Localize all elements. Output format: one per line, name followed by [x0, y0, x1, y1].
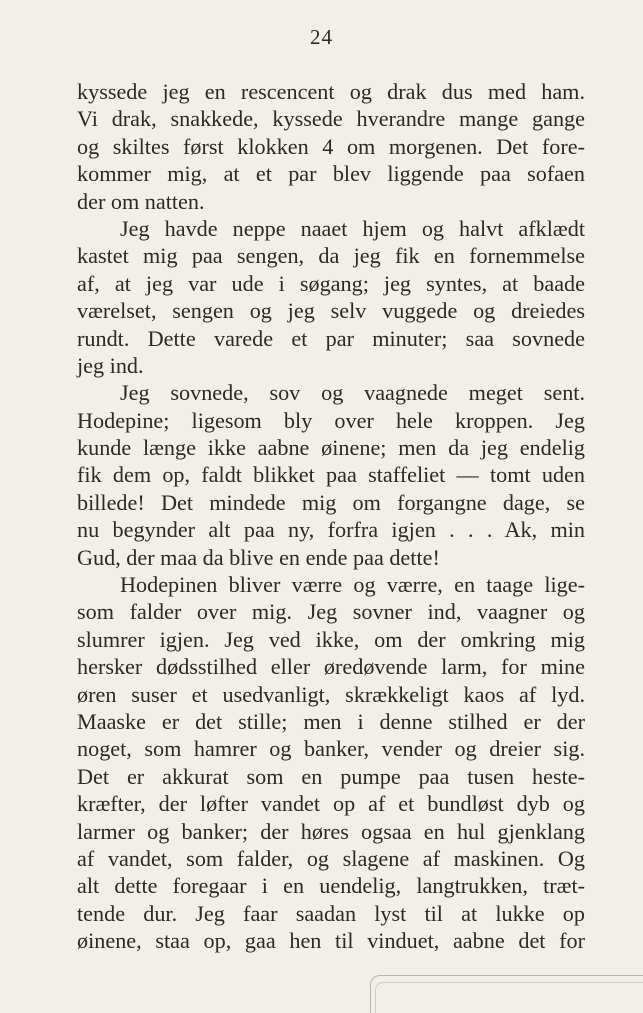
- text-line: kommer mig, at et par blev liggende paa sofaen: [77, 161, 585, 187]
- text-line: Hodepinen bliver værre og værre, en taage lige-: [120, 572, 585, 598]
- text-line: kræfter, der løfter vandet op af et bundløst dyb og: [77, 791, 585, 817]
- text-line: Vi drak, snakkede, kyssede hverandre mange gange: [77, 106, 585, 132]
- text-line: jeg ind.: [77, 352, 144, 378]
- text-line: kunde længe ikke aabne øinene; men da jeg endelig: [77, 435, 585, 461]
- text-line: der om natten.: [77, 188, 205, 214]
- body-text: [77, 78, 585, 955]
- text-line: rundt. Dette varede et par minuter; saa sovnede: [77, 325, 585, 351]
- text-line: Jeg havde neppe naaet hjem og halvt afklædt: [120, 215, 585, 241]
- text-line: som falder over mig. Jeg sovner ind, vaagner og: [77, 599, 585, 625]
- text-line: Hodepine; ligesom bly over hele kroppen. Jeg: [77, 407, 585, 433]
- text-line: af, at jeg var ude i søgang; jeg syntes, at baade: [77, 270, 585, 296]
- text-line: kyssede jeg en rescencent og drak dus med ham.: [77, 79, 585, 104]
- text-line: fik dem op, faldt blikket paa staffeliet — tomt uden: [77, 462, 585, 488]
- text-line: tende dur. Jeg faar saadan lyst til at lukke op: [77, 900, 585, 926]
- text-line: øren suser et usedvanligt, skrækkeligt kaos af lyd.: [77, 681, 585, 707]
- text-line: Gud, der maa da blive en ende paa dette!: [77, 544, 440, 570]
- text-line: nu begynder alt paa ny, forfra igjen . . . Ak, min: [77, 517, 585, 543]
- text-line: Det er akkurat som en pumpe paa tusen heste-: [77, 763, 585, 789]
- text-line: Maaske er det stille; men i denne stilhed er der: [77, 708, 585, 734]
- text-line: Jeg sovnede, sov og vaagnede meget sent.: [120, 380, 585, 406]
- text-line: af vandet, som falder, og slagene af maskinen. Og: [77, 845, 585, 871]
- text-line: larmer og banker; der høres ogsaa en hul gjenklang: [77, 818, 585, 844]
- text-line: slumrer igjen. Jeg ved ikke, om der omkring mig: [77, 626, 585, 652]
- text-line: billede! Det mindede mig om forgangne dage, se: [77, 489, 585, 515]
- page-edge-mark-inner: [375, 982, 643, 1013]
- text-line: alt dette foregaar i en uendelig, langtrukken, træt-: [77, 873, 585, 899]
- text-line: kastet mig paa sengen, da jeg fik en fornemmelse: [77, 243, 585, 269]
- text-line: hersker dødsstilhed eller øredøvende larm, for mine: [77, 654, 585, 680]
- text-line: og skiltes først klokken 4 om morgenen. Det fore-: [77, 133, 585, 159]
- text-line: værelset, sengen og jeg selv vuggede og dreiedes: [77, 298, 585, 324]
- text-line: øinene, staa op, gaa hen til vinduet, aabne det for: [77, 928, 585, 954]
- text-line: noget, som hamrer og banker, vender og dreier sig.: [77, 736, 585, 762]
- page-number: 24: [310, 25, 333, 49]
